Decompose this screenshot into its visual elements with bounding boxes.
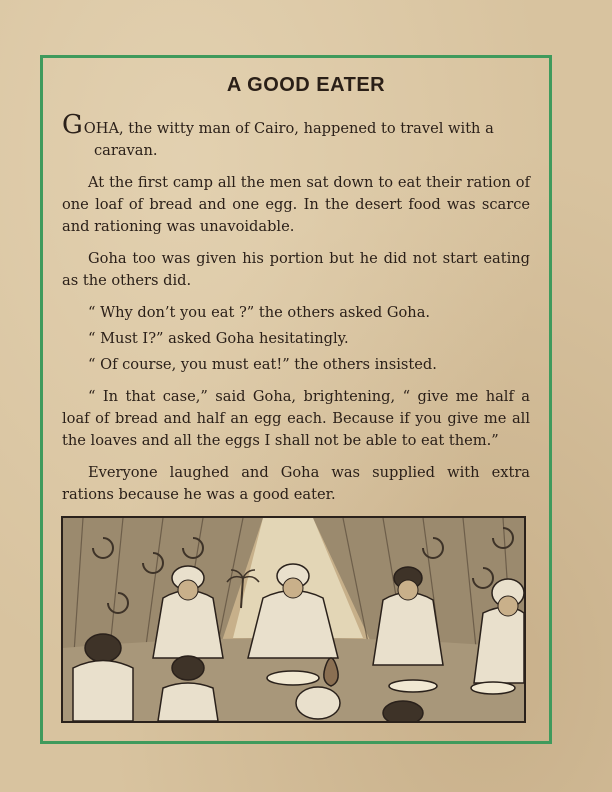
illustration <box>61 516 526 723</box>
paragraph-1-continuation: caravan. <box>94 142 158 159</box>
paragraph-5: “ Must I?” asked Goha hesitatingly. <box>88 330 349 347</box>
paragraph-3: Goha too was given his portion but he did not start eating as the others did. <box>62 250 530 289</box>
paragraph-1 <box>62 110 530 162</box>
paragraph-7: “ In that case,” said Goha, brightening, “ give me half a loaf of bread and half an egg each. Because if you give me all the loaves and all the eggs I shall not be able to eat them.” <box>62 388 530 449</box>
paragraph-4: “ Why don’t you eat ?” the others asked Goha. <box>88 304 431 321</box>
paragraph-8: Everyone laughed and Goha was supplied with extra rations because he was a good eater. <box>62 464 530 503</box>
paragraph-1-text: OHA, the witty man of Cairo, happened to travel with a <box>83 120 494 137</box>
illustration-drawing <box>63 518 524 721</box>
paragraph-6: “ Of course, you must eat!” the others insisted. <box>88 356 437 373</box>
drop-cap: G <box>62 110 83 140</box>
story-text <box>62 110 530 516</box>
paragraph-2: At the first camp all the men sat down to eat their ration of one loaf of bread and one egg. In the desert food was scarce and rationing was unavoidable. <box>62 174 530 235</box>
page-title: A GOOD EATER <box>226 74 386 96</box>
